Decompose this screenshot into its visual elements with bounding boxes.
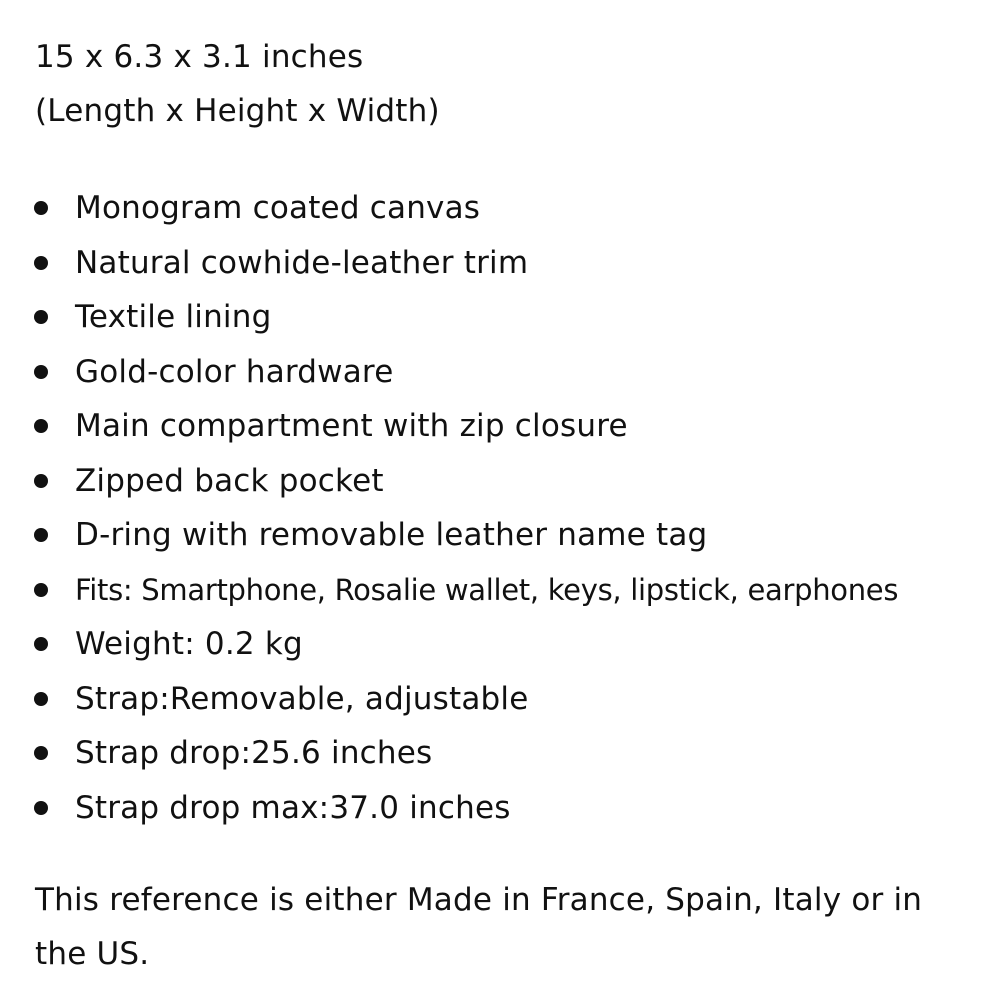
feature-text: Textile lining <box>75 299 272 335</box>
feature-text: D-ring with removable leather name tag <box>75 517 708 553</box>
bullet-icon <box>34 692 48 706</box>
feature-text: Monogram coated canvas <box>75 190 481 226</box>
bullet-icon <box>34 310 48 324</box>
bullet-icon <box>34 801 48 815</box>
feature-text: Strap drop:25.6 inches <box>75 735 433 771</box>
bullet-icon <box>34 637 48 651</box>
feature-text: Strap:Removable, adjustable <box>75 680 529 717</box>
feature-text: Gold-color hardware <box>75 353 394 390</box>
dimensions-size: 15 x 6.3 x 3.1 inches <box>35 39 364 75</box>
bullet-icon <box>34 365 48 379</box>
origin-note: This reference is either Made in France, Spain, Italy or in the US. <box>35 882 923 972</box>
bullet-icon <box>34 528 48 542</box>
bullet-icon <box>34 474 48 488</box>
dimensions-axes: (Length x Height x Width) <box>35 93 440 129</box>
feature-text: Fits: Smartphone, Rosalie wallet, keys, lipstick, earphones <box>75 572 899 607</box>
feature-text: Main compartment with zip closure <box>75 408 628 444</box>
feature-text: Natural cowhide-leather trim <box>75 244 529 281</box>
bullet-icon <box>34 583 48 597</box>
bullet-icon <box>34 419 48 433</box>
bullet-icon <box>34 201 48 215</box>
feature-text: Zipped back pocket <box>75 462 384 499</box>
feature-text: Strap drop max:37.0 inches <box>75 789 511 826</box>
bullet-icon <box>34 746 48 760</box>
feature-text: Weight: 0.2 kg <box>75 626 303 662</box>
bullet-icon <box>34 256 48 270</box>
product-dimensions <box>35 30 440 138</box>
